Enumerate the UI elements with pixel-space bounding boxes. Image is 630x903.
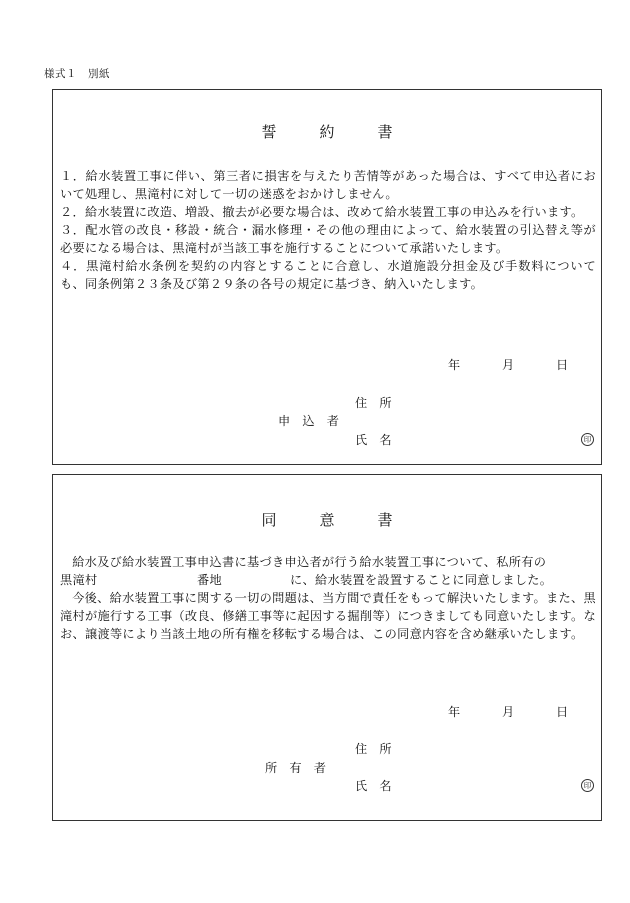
consent-banchi: 番地: [197, 573, 222, 587]
consent-para1-line1: 給水及び給水装置工事申込書に基づき申込者が行う給水装置工事について、私所有の: [72, 555, 547, 569]
consent-name-label: 氏 名: [355, 779, 392, 793]
pledge-item-4: ４．黒滝村給水条例を契約の内容とすることに合意し、水道施設分担金及び手数料についても、同条例第２３条及び第２９条の各号の規定に基づき、納入いたします。: [60, 259, 596, 291]
pledge-item-1: １．給水装置工事に伴い、第三者に損害を与えたり苦情等があった場合は、すべて申込者において処理し、黒滝村に対して一切の迷惑をおかけしません。: [60, 169, 596, 201]
consent-village: 黒滝村: [60, 573, 98, 587]
consent-title: 同 意 書: [261, 511, 407, 529]
consent-text: [60, 553, 596, 643]
consent-date-year: 年: [448, 705, 461, 719]
pledge-item-3: ３．配水管の改良・移設・統合・漏水修理・その他の理由によって、給水装置の引込替え等が必要になる場合は、黒滝村が当該工事を施行することについて承諾いたします。: [60, 223, 596, 255]
pledge-signer-role: 申 込 者: [278, 414, 339, 428]
form-label: 様式１ 別紙: [44, 68, 110, 80]
consent-para1-line2: [60, 571, 596, 589]
seal-mark: 印: [581, 779, 594, 792]
pledge-name-label: 氏 名: [355, 433, 392, 447]
pledge-item-2: ２．給水装置に改造、増設、撤去が必要な場合は、改めて給水装置工事の申込みを行います。: [60, 205, 584, 219]
consent-box: [52, 474, 602, 821]
consent-para2: 今後、給水装置工事に関する一切の問題は、当方間で責任をもって解決いたします。また、黒滝村が施行する工事（改良、修繕工事等に起因する掘削等）につきましても同意いたします。なお、譲渡等により当該土地の所有権を移転する場合は、この同意内容を含め継承いたします。: [60, 591, 596, 641]
pledge-title: 誓 約 書: [261, 123, 407, 141]
pledge-date-day: 日: [556, 358, 569, 372]
consent-signer-role: 所 有 者: [265, 761, 326, 775]
consent-date-month: 月: [502, 705, 515, 719]
pledge-items: [60, 167, 596, 293]
pledge-box: [52, 89, 602, 465]
seal-mark: 印: [581, 433, 594, 446]
pledge-date-year: 年: [448, 358, 461, 372]
consent-line2-end: に、給水装置を設置することに同意しました。: [290, 573, 553, 587]
consent-address-label: 住 所: [355, 742, 392, 756]
pledge-date-month: 月: [502, 358, 515, 372]
consent-date-day: 日: [556, 705, 569, 719]
pledge-address-label: 住 所: [355, 396, 392, 410]
